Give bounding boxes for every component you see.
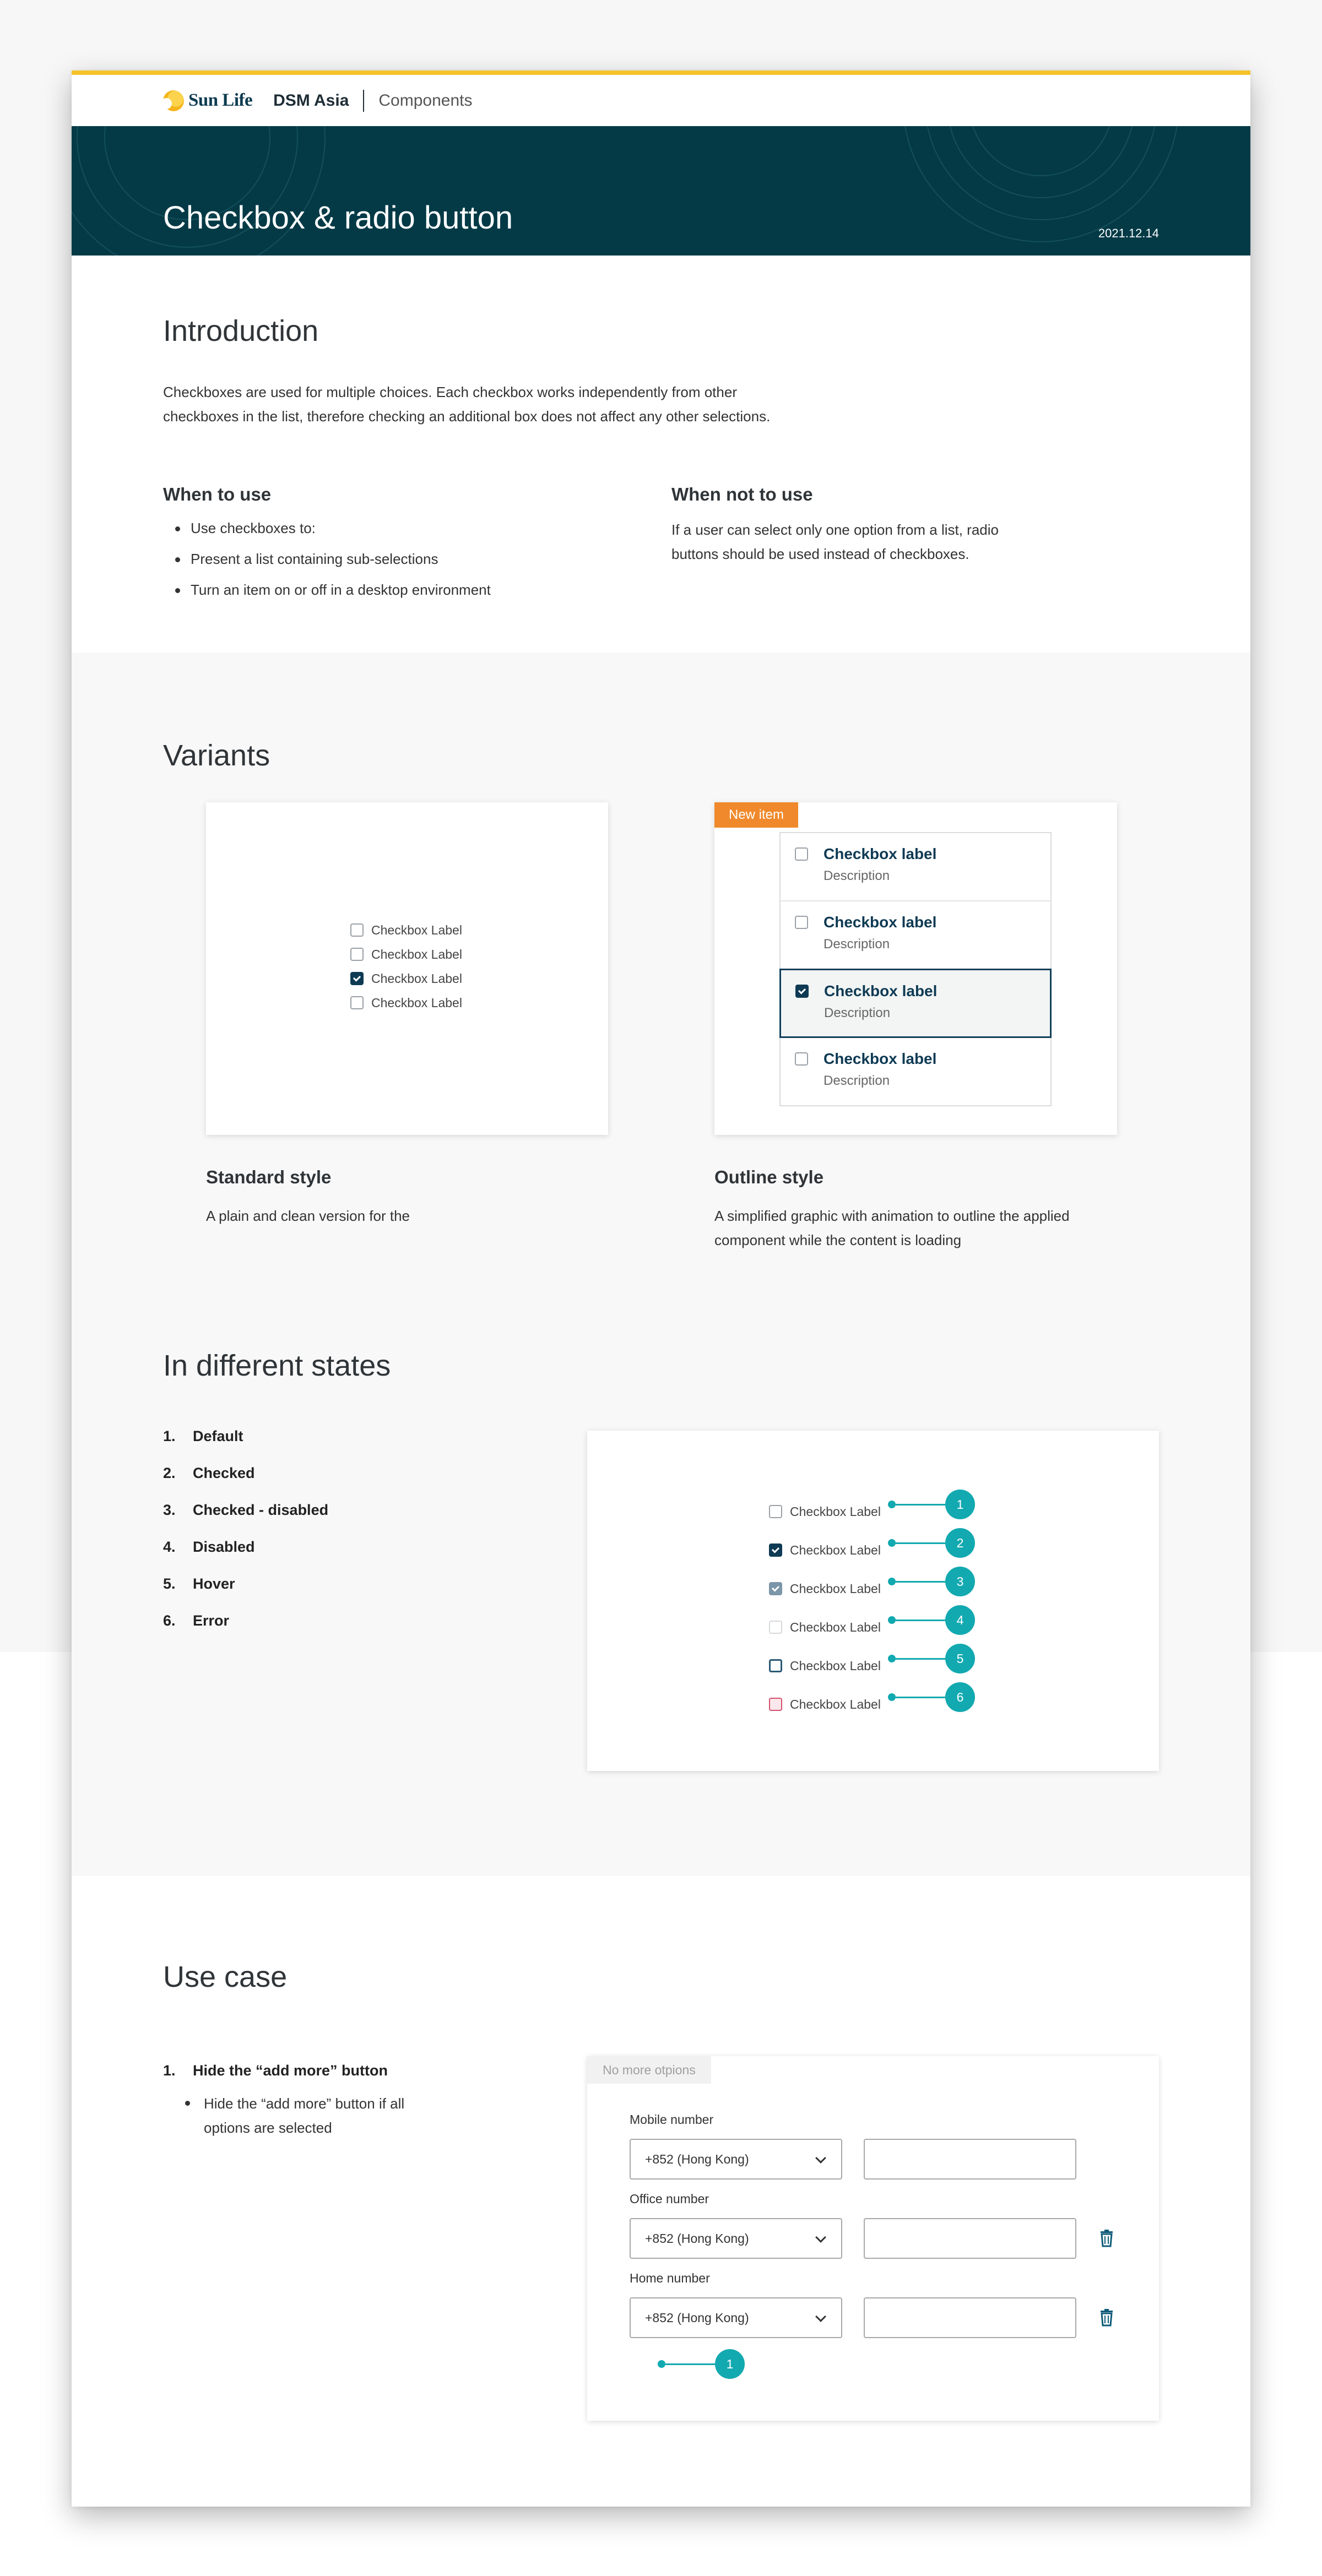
brand-header [72, 75, 1250, 126]
introduction-body-line2: checkboxes in the list, therefore checking an additional box does not affect any other selections. [163, 408, 771, 425]
state-item: 3. Checked - disabled [163, 1502, 329, 1518]
callout-marker: 1 [658, 2349, 745, 2379]
checkbox-row-error[interactable] [769, 1685, 881, 1724]
checkbox-hover-icon[interactable] [769, 1659, 782, 1672]
checkbox-row-disabled [769, 1608, 881, 1646]
use-case-list [163, 2062, 464, 2140]
variants-heading: Variants [163, 739, 270, 772]
checkbox-label: Checkbox Label [790, 1581, 881, 1596]
chevron-down-icon [815, 2232, 826, 2243]
use-case-heading: Use case [163, 1960, 288, 1993]
use-case-item-title: 1. Hide the “add more” button [163, 2062, 388, 2079]
checkbox-row-checked-disabled [769, 1569, 881, 1608]
state-item: 1. Default [163, 1428, 243, 1444]
when-to-use-heading: When to use [163, 484, 272, 504]
checkbox-error-icon[interactable] [769, 1698, 782, 1711]
checkbox-row[interactable] [350, 918, 462, 942]
checkbox-checked-icon[interactable] [350, 972, 364, 985]
when-to-use-list [171, 513, 491, 605]
delete-office-trash-icon[interactable] [1098, 2230, 1115, 2247]
callout-marker: 2 [888, 1528, 975, 1558]
checkbox-label: Checkbox Label [371, 922, 462, 937]
outline-checkbox-item-selected[interactable] [779, 969, 1052, 1038]
when-not-to-use-heading: When not to use [671, 484, 813, 504]
no-more-options-tag: No more otpions [587, 2056, 711, 2084]
checkbox-label: Checkbox Label [790, 1542, 881, 1557]
checkbox-label: Checkbox Label [790, 1697, 881, 1711]
when-not-to-use-line1: If a user can select only one option from a list, radio [671, 521, 999, 538]
brand-logo-text: Sun Life [188, 90, 253, 110]
checkbox-icon[interactable] [350, 923, 364, 937]
checkbox-label: Checkbox Label [790, 1504, 881, 1519]
checkbox-label: Checkbox Label [790, 1619, 881, 1634]
when-not-to-use-line2: buttons should be used instead of checkboxes. [671, 546, 969, 562]
outline-checkbox-description: Description [823, 868, 890, 883]
outline-style-title: Outline style [714, 1167, 824, 1187]
document-page [72, 70, 1250, 2507]
states-list [163, 1428, 328, 1649]
callout-marker: 5 [888, 1644, 975, 1673]
chevron-down-icon [815, 2153, 826, 2164]
page-title: Checkbox & radio button [163, 200, 513, 236]
states-checkbox-group [769, 1492, 881, 1724]
outline-checkbox-description: Description [823, 937, 890, 952]
outline-checkbox-description: Description [823, 1073, 890, 1088]
home-country-select[interactable]: +852 (Hong Kong) [630, 2297, 842, 2338]
checkbox-icon[interactable] [350, 996, 364, 1009]
outline-style-card [714, 802, 1117, 1135]
callout-marker: 4 [888, 1605, 975, 1635]
checkbox-disabled-icon [769, 1621, 782, 1634]
new-item-tag: New item [714, 802, 798, 828]
checkbox-label: Checkbox Label [371, 995, 462, 1010]
checkbox-icon[interactable] [769, 1505, 782, 1518]
standard-style-description: A plain and clean version for the [206, 1208, 410, 1224]
standard-style-card [206, 802, 608, 1135]
checkbox-row-default[interactable] [769, 1492, 881, 1531]
checkbox-icon[interactable] [350, 948, 364, 961]
chevron-down-icon [815, 2311, 826, 2322]
home-number-input[interactable] [864, 2297, 1076, 2338]
delete-home-trash-icon[interactable] [1098, 2309, 1115, 2327]
mobile-number-input[interactable] [864, 2139, 1076, 2180]
outline-checkbox-label: Checkbox label [824, 982, 938, 999]
outline-checkbox-item[interactable] [781, 833, 1050, 901]
checkbox-label: Checkbox Label [371, 947, 462, 961]
list-item: Turn an item on or off in a desktop environment [171, 574, 491, 605]
states-heading: In different states [163, 1349, 391, 1382]
checkbox-row[interactable] [350, 942, 462, 966]
outline-checkbox-label: Checkbox label [823, 914, 937, 931]
list-item: Present a list containing sub-selections [171, 544, 491, 574]
checkbox-row[interactable] [350, 966, 462, 991]
checkbox-icon[interactable] [795, 847, 808, 861]
use-case-section [72, 1876, 1250, 2507]
mobile-country-select[interactable]: +852 (Hong Kong) [630, 2139, 842, 2180]
outline-checkbox-label: Checkbox label [823, 845, 937, 862]
outline-checkbox-label: Checkbox label [823, 1050, 937, 1067]
callout-marker: 6 [888, 1682, 975, 1712]
checkbox-checked-icon[interactable] [795, 985, 809, 998]
states-demo-card [587, 1431, 1159, 1771]
office-country-select[interactable]: +852 (Hong Kong) [630, 2218, 842, 2259]
section-name: Components [378, 91, 473, 110]
home-number-label: Home number [630, 2271, 710, 2285]
outline-checkbox-group [779, 832, 1052, 1106]
checkbox-icon[interactable] [795, 916, 808, 929]
list-item: Use checkboxes to: [171, 513, 491, 544]
state-item: 5. Hover [163, 1575, 235, 1592]
office-number-input[interactable] [864, 2218, 1076, 2259]
checkbox-label: Checkbox Label [790, 1658, 881, 1673]
accent-top-bar [72, 70, 1250, 75]
introduction-body-line1: Checkboxes are used for multiple choices. Each checkbox works independently from other [163, 384, 737, 400]
product-name: DSM Asia [273, 91, 349, 110]
outline-style-description-line1: A simplified graphic with animation to outline the applied [714, 1208, 1070, 1224]
mobile-number-label: Mobile number [630, 2112, 714, 2127]
release-date: 2021.12.14 [1098, 226, 1159, 240]
use-case-item-sub: Hide the “add more” button if all options are selected [133, 2091, 464, 2140]
checkbox-row-checked[interactable] [769, 1531, 881, 1569]
checkbox-icon[interactable] [795, 1052, 808, 1066]
office-number-label: Office number [630, 2192, 709, 2206]
sun-logo-icon [163, 90, 184, 111]
outline-checkbox-item[interactable] [781, 1038, 1050, 1106]
use-case-form-card [587, 2056, 1159, 2421]
standard-style-title: Standard style [206, 1167, 332, 1187]
state-item: 4. Disabled [163, 1539, 255, 1555]
checkbox-label: Checkbox Label [371, 971, 462, 986]
outline-style-description-line2: component while the content is loading [714, 1232, 962, 1248]
callout-marker: 3 [888, 1567, 975, 1596]
checkbox-checked-icon[interactable] [769, 1544, 782, 1557]
hero-banner [72, 126, 1250, 256]
checkbox-checked-disabled-icon [769, 1582, 782, 1595]
checkbox-row[interactable] [350, 991, 462, 1015]
callout-marker: 1 [888, 1490, 975, 1519]
state-item: 6. Error [163, 1612, 230, 1629]
standard-checkbox-group [350, 918, 462, 1015]
outline-checkbox-description: Description [824, 1006, 891, 1020]
variants-section [72, 653, 1250, 1876]
header-divider [363, 90, 364, 112]
checkbox-row-hover[interactable] [769, 1646, 881, 1685]
outline-checkbox-item[interactable] [781, 901, 1050, 970]
introduction-heading: Introduction [163, 314, 319, 347]
state-item: 2. Checked [163, 1465, 255, 1481]
